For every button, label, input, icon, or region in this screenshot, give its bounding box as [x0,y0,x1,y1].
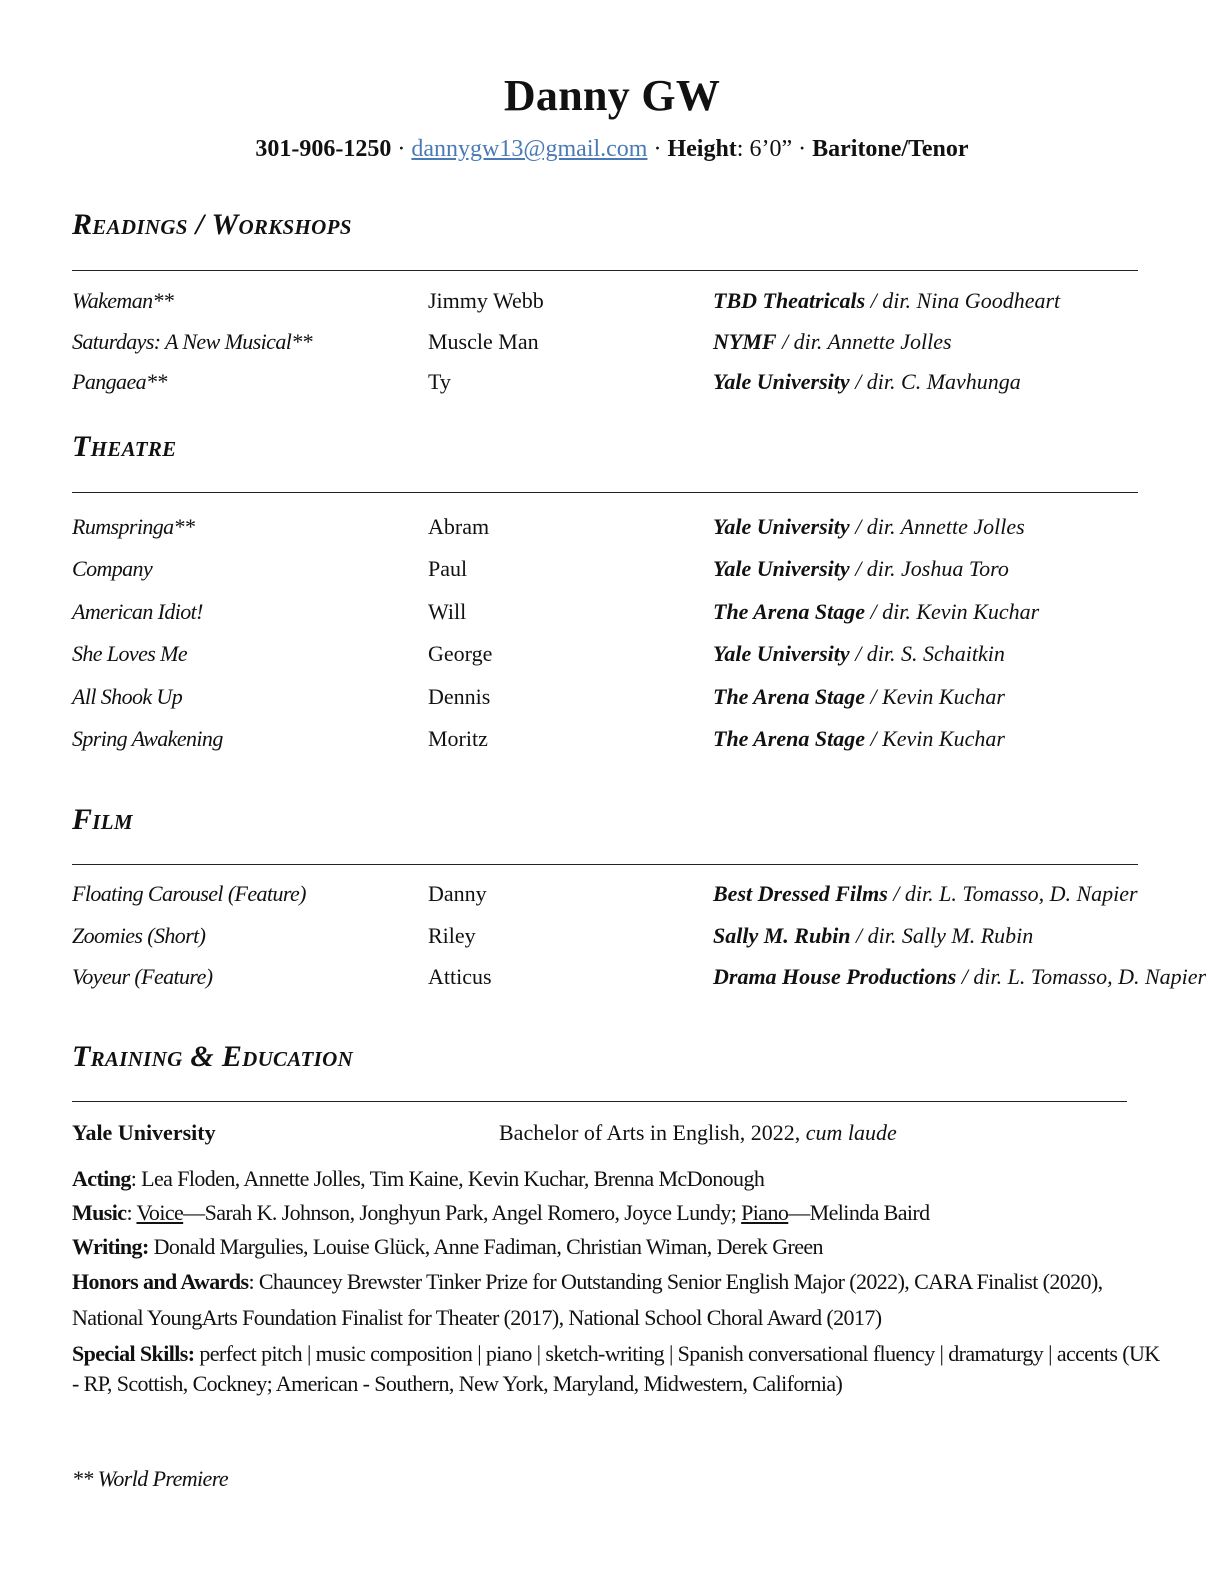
writing-teachers: Donald Margulies, Louise Glück, Anne Fadiman, Christian Wiman, Derek Green [148,1234,823,1259]
acting-training [72,1166,1212,1192]
credit-title: Company [72,556,153,582]
section-title-film: Film [72,803,133,836]
credit-title: American Idiot! [72,598,203,624]
credit-title: Spring Awakening [72,726,223,751]
special-skills-line2: - RP, Scottish, Cockney; American - Southern, New York, Maryland, Midwestern, California) [72,1371,843,1396]
credit-title: Pangaea** [72,369,167,394]
credit-title: Zoomies (Short) [72,922,206,948]
voice-type: Baritone/Tenor [812,136,969,162]
phone-number: 301-906-1250 [255,136,392,162]
credit-venue: NYMF [713,328,777,354]
credit-venue: Yale University [713,514,850,539]
credit-row [72,726,1222,756]
credit-role: Ty [428,369,451,394]
credit-role: Moritz [428,726,488,751]
credit-row [72,369,1222,399]
honors-label: Honors and Awards [72,1269,249,1294]
credit-director: / dir. L. Tomasso, D. Napier [887,881,1138,906]
separator: · [391,136,412,162]
credit-venue: Sally M. Rubin [713,922,851,948]
credit-director: / Kevin Kuchar [864,683,1005,709]
credit-title: Voyeur (Feature) [72,964,213,989]
credit-row [72,599,1222,629]
credit-row [72,329,1222,359]
voice-label: Voice [136,1200,184,1225]
credit-row [72,556,1222,586]
credit-director: / Kevin Kuchar [864,726,1005,751]
degree-text: Bachelor of Arts in English, 2022, [499,1120,806,1145]
credit-role: George [428,641,493,667]
credit-venue-director [713,964,1206,990]
credit-venue-director [713,556,1009,582]
credit-title: Floating Carousel (Feature) [72,881,306,906]
section-title-theatre: Theatre [72,430,177,463]
music-label: Music [72,1200,127,1225]
credit-row [72,923,1222,953]
credit-venue: The Arena Stage [713,598,865,624]
credit-row [72,684,1222,714]
credit-role: Jimmy Webb [428,288,544,313]
credit-role: Atticus [428,964,492,989]
credit-venue: The Arena Stage [713,683,865,709]
credit-venue: TBD Theatricals [713,288,866,313]
music-training [72,1200,1212,1226]
credit-role: Paul [428,556,468,582]
credit-row [72,881,1222,911]
skills-label: Special Skills: [72,1341,195,1366]
voice-teachers: —Sarah K. Johnson, Jonghyun Park, Angel Romero, Joyce Lundy; [183,1200,742,1225]
credit-venue-director [713,923,1033,949]
credit-venue-director [713,684,1005,710]
footnote: ** World Premiere [72,1466,229,1491]
credit-director: / dir. Nina Goodheart [865,288,1061,313]
credit-venue-director [713,599,1039,625]
credit-venue-director [713,514,1025,540]
credit-row [72,641,1222,671]
section-divider [72,270,1138,271]
credit-role: Dennis [428,683,491,709]
credit-director: / dir. Joshua Toro [849,556,1009,582]
education-school: Yale University [72,1120,216,1145]
credit-row [72,964,1222,994]
credit-venue: The Arena Stage [713,726,865,751]
section-divider [72,864,1138,865]
credit-title: All Shook Up [72,683,183,709]
separator: · [792,136,813,162]
writing-training [72,1234,1212,1260]
credit-title: She Loves Me [72,641,187,667]
height-label: Height [667,136,737,162]
piano-label: Piano [741,1200,789,1225]
education-degree [499,1120,897,1146]
credit-venue-director [713,881,1138,907]
latin-honors: cum laude [805,1120,897,1145]
section-title-readings: Readings / Workshops [72,208,352,241]
credit-director: / dir. Kevin Kuchar [864,598,1040,624]
credit-director: / dir. Sally M. Rubin [850,922,1034,948]
credit-director: / dir. S. Schaitkin [849,641,1005,667]
credit-row [72,288,1222,318]
credit-row [72,514,1222,544]
credit-role: Abram [428,514,490,539]
email-link[interactable]: dannygw13@gmail.com [411,136,648,162]
music-colon: : [126,1200,137,1225]
credit-venue: Best Dressed Films [713,881,888,906]
contact-line [0,136,1224,163]
credit-director: / dir. Annette Jolles [849,514,1025,539]
special-skills [72,1341,1212,1367]
credit-director: / dir. Annette Jolles [776,328,952,354]
credit-role: Muscle Man [428,328,539,354]
credit-title: Rumspringa** [72,514,195,539]
separator: · [647,136,668,162]
credit-venue-director [713,329,952,355]
piano-teachers: —Melinda Baird [788,1200,930,1225]
credit-venue-director [713,369,1021,395]
credit-role: Will [428,598,467,624]
height-value: : 6’0” [736,136,793,162]
credit-venue-director [713,288,1060,314]
honors-awards [72,1269,1212,1295]
credit-director: / dir. C. Mavhunga [849,369,1021,394]
credit-venue: Yale University [713,641,850,667]
section-divider [72,1101,1127,1102]
honors-awards-line2: National YoungArts Foundation Finalist for Theater (2017), National School Choral Award (2017) [72,1305,882,1330]
acting-label: Acting [72,1166,131,1191]
credit-role: Riley [428,922,476,948]
resume-name: Danny GW [503,71,721,120]
section-divider [72,492,1138,493]
acting-teachers: : Lea Floden, Annette Jolles, Tim Kaine, Kevin Kuchar, Brenna McDonough [130,1166,765,1191]
credit-title: Wakeman** [72,288,174,313]
credit-venue: Drama House Productions [713,964,957,989]
credit-title: Saturdays: A New Musical** [72,328,313,354]
writing-label: Writing: [72,1234,149,1259]
credit-venue-director [713,726,1005,752]
credit-venue-director [713,641,1005,667]
section-title-training: Training & Education [72,1040,354,1073]
credit-director: / dir. L. Tomasso, D. Napier [956,964,1207,989]
credit-venue: Yale University [713,556,850,582]
honors-text: : Chauncey Brewster Tinker Prize for Outstanding Senior English Major (2022), CARA Finalist (2020), [248,1269,1103,1294]
skills-text: perfect pitch | music composition | piano | sketch-writing | Spanish conversational fluency | dramaturgy | accents (UK [194,1341,1160,1366]
credit-role: Danny [428,881,487,906]
credit-venue: Yale University [713,369,850,394]
